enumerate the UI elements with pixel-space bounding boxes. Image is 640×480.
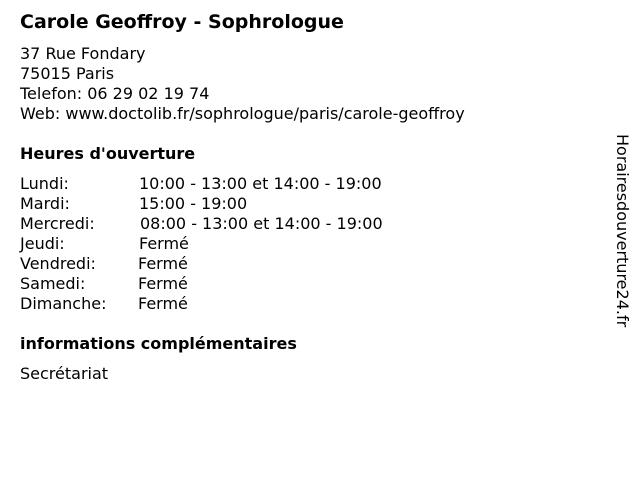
hours-row-wednesday: [20, 214, 580, 234]
additional-info-text: Secrétariat: [20, 364, 109, 383]
hours-time-value: 10:00 - 13:00 et 14:00 - 19:00: [139, 174, 382, 193]
hours-row-thursday: [20, 234, 580, 254]
hours-time-value: Fermé: [138, 254, 188, 273]
opening-hours-list: [20, 174, 580, 314]
hours-day-label: Samedi:: [20, 274, 86, 293]
hours-time-value: Fermé: [138, 274, 188, 293]
hours-day-label: Mercredi:: [20, 214, 95, 233]
web-line: Web: www.doctolib.fr/sophrologue/paris/carole-geoffroy: [20, 104, 465, 123]
hours-time-value: 08:00 - 13:00 et 14:00 - 19:00: [140, 214, 383, 233]
page-title: Carole Geoffroy - Sophrologue: [20, 11, 344, 33]
phone-line: Telefon: 06 29 02 19 74: [20, 84, 210, 103]
hours-row-sunday: [20, 294, 580, 314]
hours-row-tuesday: [20, 194, 580, 214]
hours-day-label: Lundi:: [20, 174, 69, 193]
hours-row-saturday: [20, 274, 580, 294]
hours-row-friday: [20, 254, 580, 274]
hours-day-label: Jeudi:: [20, 234, 65, 253]
address-city: 75015 Paris: [20, 64, 115, 83]
hours-time-value: Fermé: [139, 234, 189, 253]
hours-day-label: Mardi:: [20, 194, 70, 213]
hours-time-value: Fermé: [138, 294, 188, 313]
contact-details: [20, 44, 465, 124]
hours-time-value: 15:00 - 19:00: [139, 194, 248, 213]
address-street: 37 Rue Fondary: [20, 44, 146, 63]
hours-day-label: Vendredi:: [20, 254, 96, 273]
site-watermark: Horairesdouverture24.fr: [613, 134, 632, 328]
hours-row-monday: [20, 174, 580, 194]
opening-hours-heading: Heures d'ouverture: [20, 144, 196, 163]
additional-info-heading: informations complémentaires: [20, 334, 297, 353]
hours-day-label: Dimanche:: [20, 294, 107, 313]
